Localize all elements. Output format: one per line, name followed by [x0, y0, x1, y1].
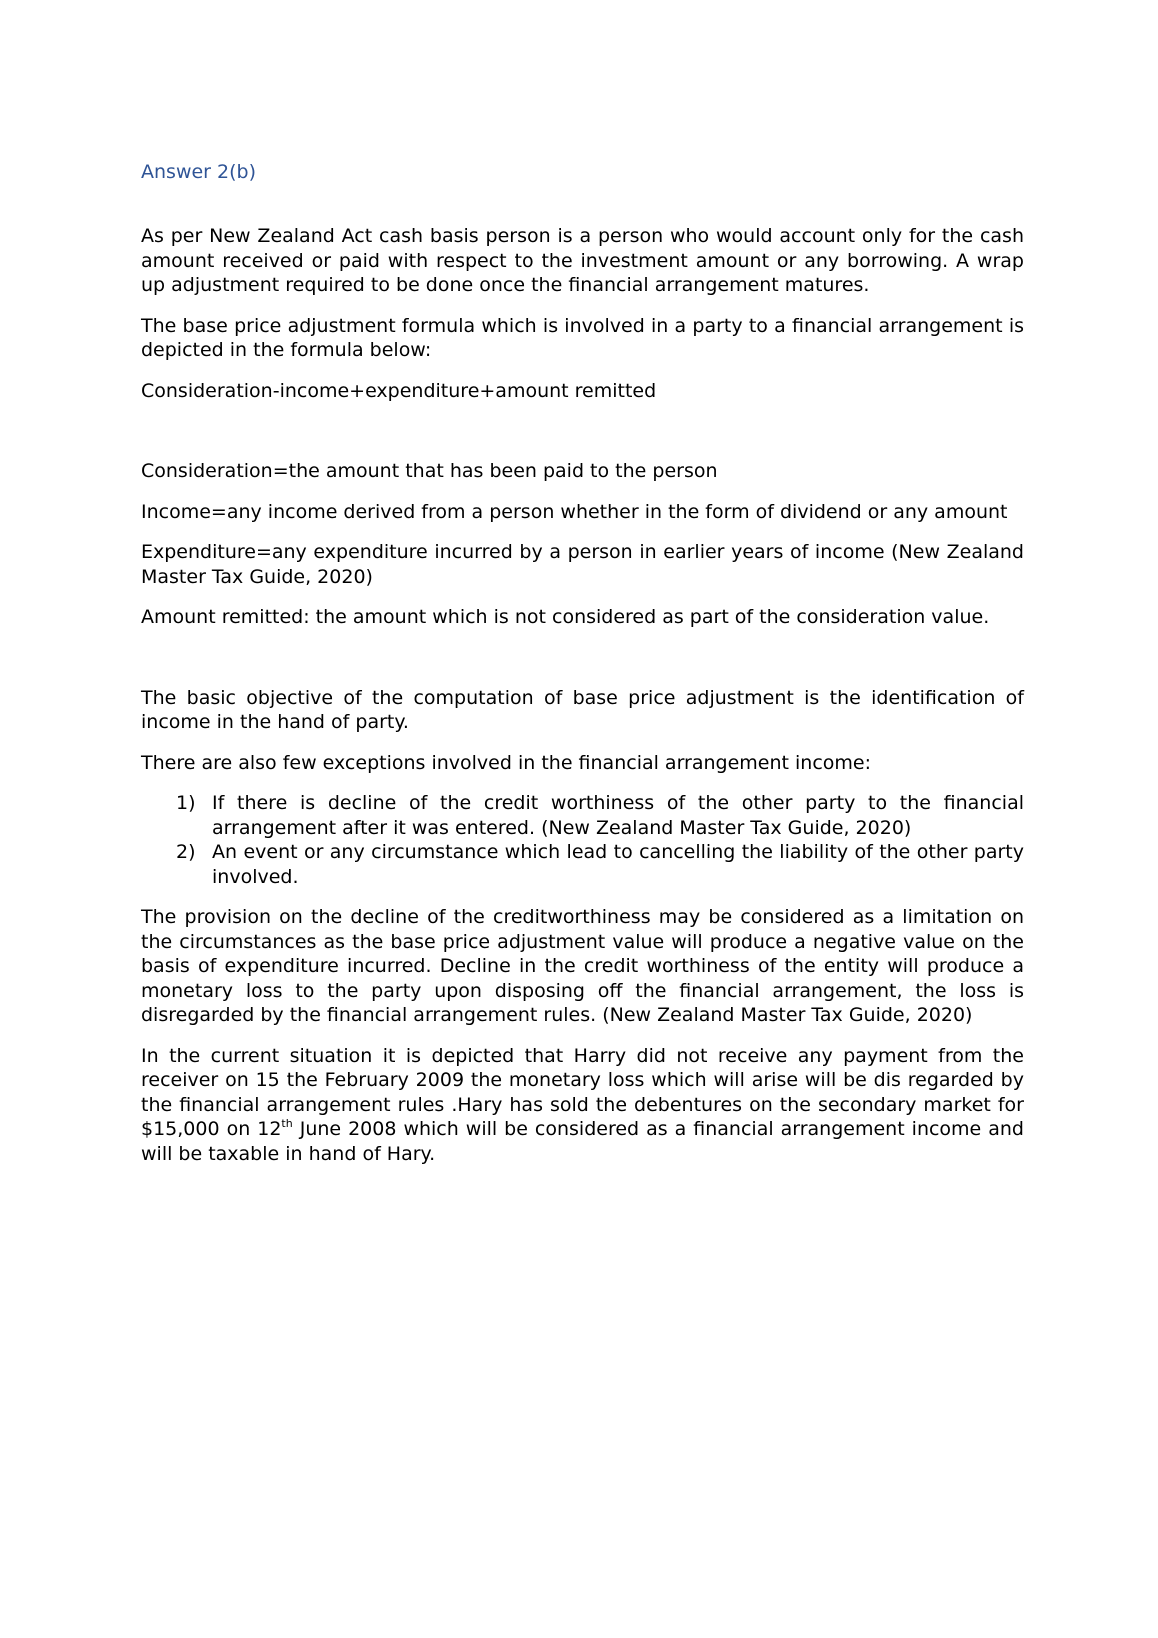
list-item-text: An event or any circumstance which lead to cancelling the liability of the other party involved.	[212, 841, 1024, 888]
answer-heading: Answer 2(b)	[141, 161, 256, 183]
paragraph-base-price-formula: The base price adjustment formula which is involved in a party to a financial arrangement is depicted in the formula below:	[141, 314, 1024, 361]
spacer	[141, 646, 1024, 686]
list-item-text: If there is decline of the credit worthiness of the other party to the financial arrangement after it was entered. (New Zealand Master Tax Guide, 2020)	[212, 792, 1024, 839]
definition-expenditure: Expenditure=any expenditure incurred by a person in earlier years of income (New Zealand Master Tax Guide, 2020)	[141, 541, 1024, 588]
definition-income: Income=any income derived from a person whether in the form of dividend or any amount	[141, 500, 1008, 523]
paragraph-provision: The provision on the decline of the creditworthiness may be considered as a limitation on the circumstances as the base price adjustment value will produce a negative value on the basis of expenditure incurred. Decline in the credit worthiness of the entity will produce a monetary loss to the party upon disposing off the financial arrangement, the loss is disregarded by the financial arrangement rules. (New Zealand Master Tax Guide, 2020)	[141, 906, 1024, 1026]
paragraph-cash-basis: As per New Zealand Act cash basis person is a person who would account only for the cash amount received or paid with respect to the investment amount or any borrowing. A wrap up adjustment required to be done once the financial arrangement matures.	[141, 225, 1024, 296]
current-situation-text-part2: June 2008 which will be considered as a financial arrangement income and will be taxable in hand of Hary.	[141, 1118, 1024, 1165]
paragraph-current-situation	[141, 1044, 1024, 1167]
exceptions-list	[141, 791, 1024, 889]
ordinal-superscript: th	[281, 1117, 293, 1130]
formula-line: Consideration-income+expenditure+amount remitted	[141, 379, 657, 402]
list-item-number: 2)	[176, 841, 196, 863]
paragraph-objective: The basic objective of the computation of base price adjustment is the identification of income in the hand of party.	[141, 686, 1024, 733]
list-item-number: 1)	[176, 792, 196, 814]
current-situation-text-part1: In the current situation it is depicted that Harry did not receive any payment from the receiver on 15 the February 2009 the monetary loss which will arise will be dis regarded by the financial arrangement rules .Hary has sold the debentures on the secondary market for $15,000 on 12	[141, 1044, 1024, 1140]
definition-consideration: Consideration=the amount that has been paid to the person	[141, 460, 718, 482]
list-item	[141, 791, 1024, 840]
paragraph-exceptions-intro: There are also few exceptions involved in the financial arrangement income:	[141, 751, 872, 774]
spacer	[141, 419, 1024, 459]
list-item	[141, 840, 1024, 889]
definition-amount-remitted: Amount remitted: the amount which is not considered as part of the consideration value.	[141, 606, 990, 628]
document-page	[141, 160, 1024, 1182]
